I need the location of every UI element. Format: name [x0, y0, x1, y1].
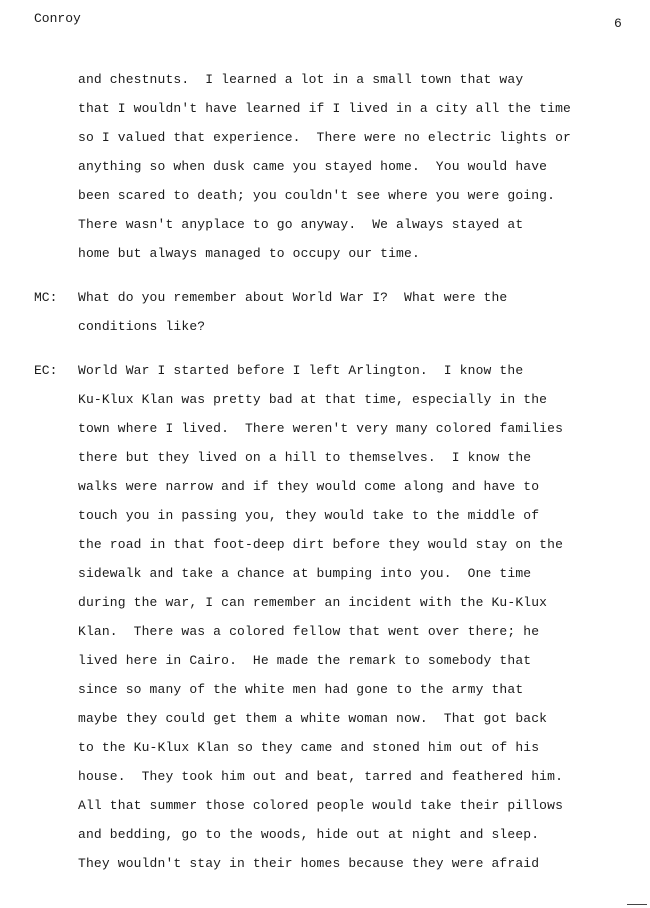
- text-line: maybe they could get them a white woman now. That got back: [78, 711, 548, 726]
- text-line: conditions like?: [78, 319, 206, 334]
- text-line: home but always managed to occupy our time.: [78, 246, 420, 261]
- text-line: Klan. There was a colored fellow that went over there; he: [78, 624, 540, 639]
- text-line: There wasn't anyplace to go anyway. We always stayed at: [78, 217, 524, 232]
- text-line: so I valued that experience. There were no electric lights or: [78, 130, 571, 145]
- page-number: 6: [614, 16, 622, 31]
- text-line: World War I started before I left Arlington. I know the: [78, 363, 524, 378]
- text-line: town where I lived. There weren't very many colored families: [78, 421, 564, 436]
- text-line: house. They took him out and beat, tarred and feathered him.: [78, 769, 564, 784]
- text-line: They wouldn't stay in their homes because they were afraid: [78, 856, 540, 871]
- text-line: All that summer those colored people would take their pillows: [78, 798, 564, 813]
- text-line: been scared to death; you couldn't see where you were going.: [78, 188, 556, 203]
- text-line: that I wouldn't have learned if I lived in a city all the time: [78, 101, 571, 116]
- text-line: during the war, I can remember an incident with the Ku-Klux: [78, 595, 548, 610]
- text-line: walks were narrow and if they would come along and have to: [78, 479, 540, 494]
- text-line: touch you in passing you, they would take to the middle of: [78, 508, 540, 523]
- text-line: anything so when dusk came you stayed home. You would have: [78, 159, 548, 174]
- text-line: What do you remember about World War I? What were the: [78, 290, 508, 305]
- text-line: and bedding, go to the woods, hide out at night and sleep.: [78, 827, 540, 842]
- scan-edge-mark: [627, 904, 647, 905]
- speaker-label: EC:: [34, 363, 58, 378]
- speaker-label: MC:: [34, 290, 58, 305]
- header-name: Conroy: [34, 11, 81, 26]
- text-line: there but they lived on a hill to themselves. I know the: [78, 450, 532, 465]
- text-line: to the Ku-Klux Klan so they came and stoned him out of his: [78, 740, 540, 755]
- text-line: sidewalk and take a chance at bumping into you. One time: [78, 566, 532, 581]
- text-line: lived here in Cairo. He made the remark to somebody that: [78, 653, 532, 668]
- text-line: and chestnuts. I learned a lot in a small town that way: [78, 72, 524, 87]
- text-line: the road in that foot-deep dirt before they would stay on the: [78, 537, 564, 552]
- text-line: since so many of the white men had gone to the army that: [78, 682, 524, 697]
- text-line: Ku-Klux Klan was pretty bad at that time, especially in the: [78, 392, 548, 407]
